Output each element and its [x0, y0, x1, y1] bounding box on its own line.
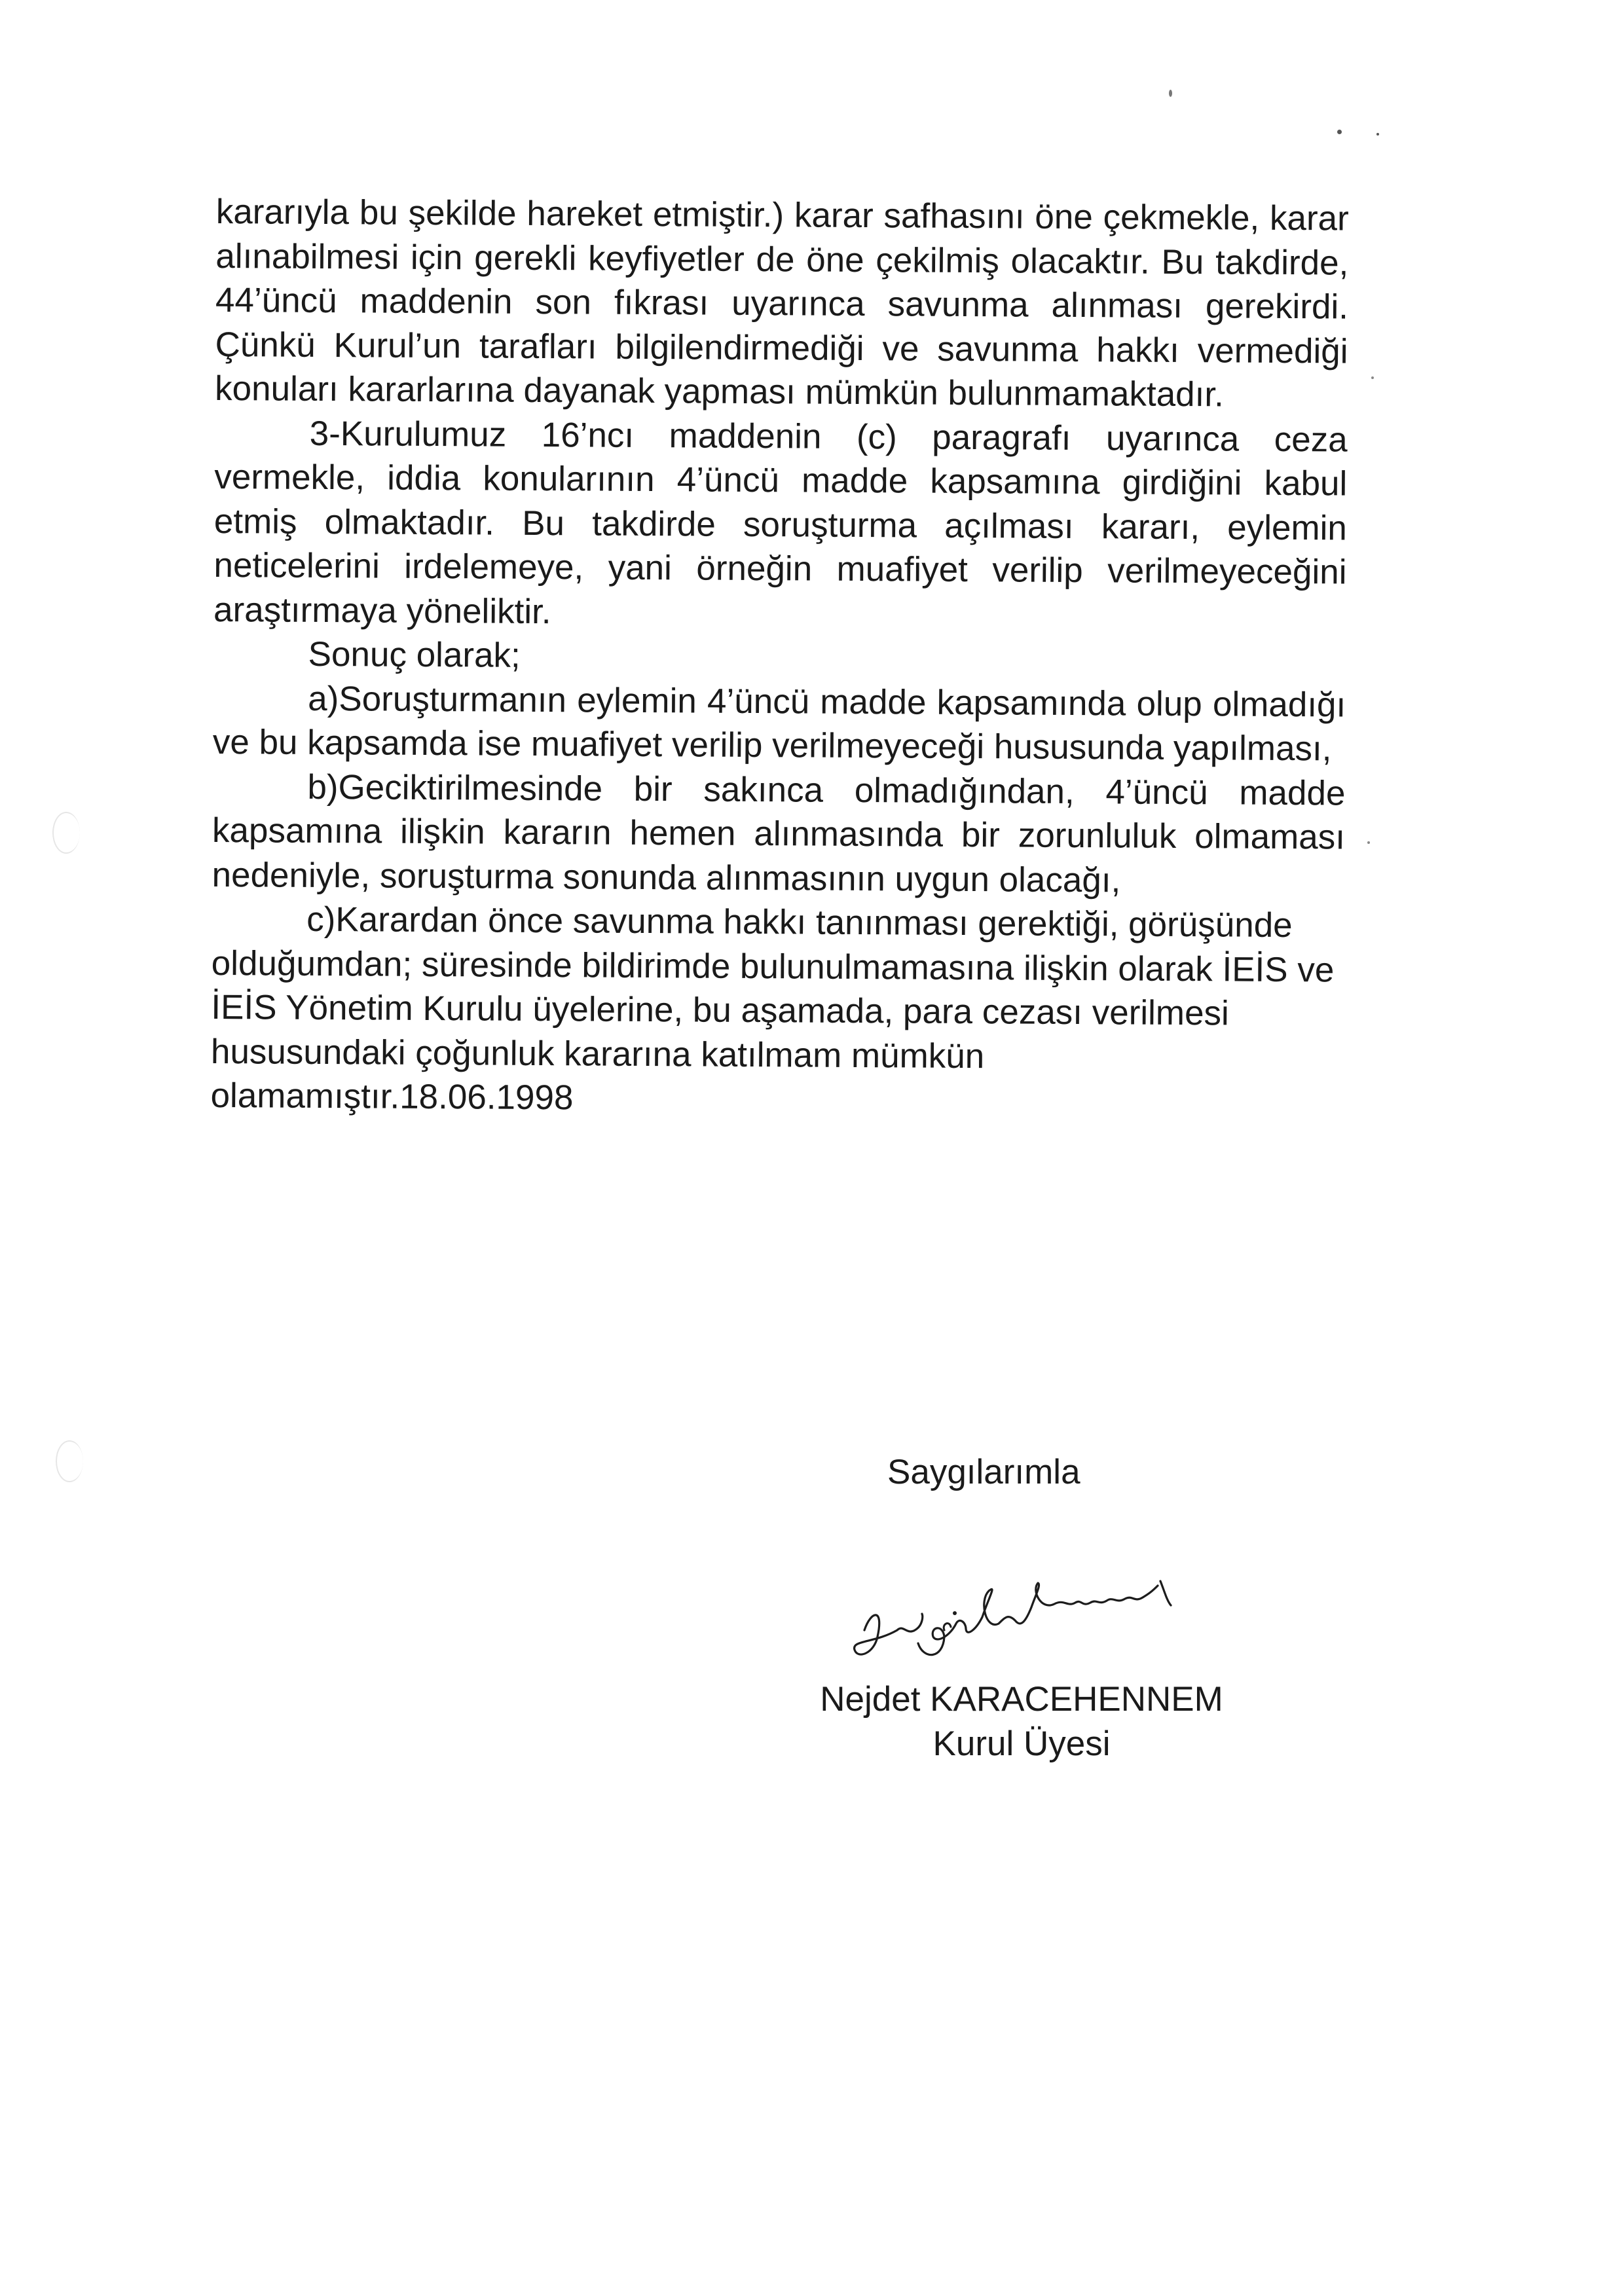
scan-margin-arc	[52, 812, 80, 854]
scan-speck	[1169, 90, 1172, 97]
paragraph-item-a: a)Soruşturmanın eylemin 4’üncü madde kapsamında olup olmadığı ve bu kapsamda ise muafiyet verilip verilmeyeceği hususunda yapılması,	[212, 679, 1346, 769]
scan-speck	[1367, 841, 1370, 844]
signer-title: Kurul Üyesi	[932, 1724, 1111, 1763]
closing-salutation: Saygılarımla	[887, 1453, 1080, 1491]
paragraph-conclusion-heading: Sonuç olarak;	[308, 634, 521, 675]
scan-margin-arc	[56, 1440, 83, 1482]
scan-speck	[1376, 133, 1379, 136]
paragraph-item-b: b)Geciktirilmesinde bir sakınca olmadığından, 4’üncü madde kapsamına ilişkin kararın hemen alınmasında bir zorunluluk olmaması nedeniyle, soruşturma sonunda alınmasının uygun olacağı,	[212, 767, 1346, 900]
signer-name: Nejdet KARACEHENNEM	[820, 1680, 1223, 1719]
signer-block	[792, 1677, 1251, 1766]
paragraph-item-c: c)Karardan önce savunma hakkı tanınması gerektiği, görüşünde olduğumdan; süresinde bildirimde bulunulmamasına ilişkin olarak İEİS ve İEİS Yönetim Kurulu üyelerine, bu aşamada, para cezası verilmesi hususundaki çoğunluk kararına katılmam mümkün olamamıştır.18.06.1998	[210, 900, 1335, 1118]
body-text	[210, 190, 1349, 1125]
handwritten-signature	[845, 1545, 1264, 1683]
paragraph-item-3: 3-Kurulumuz 16’ncı maddenin (c) paragrafı uyarınca ceza vermekle, iddia konularının 4’üncü madde kapsamına girdiğini kabul etmiş olmaktadır. Bu takdirde soruşturma açılması kararı, eylemin neticelerini irdelemeye, yani örneğin muafiyet verilip verilmeyeceğini araştırmaya yöneliktir.	[213, 414, 1348, 631]
scan-speck	[1337, 130, 1342, 134]
scan-speck	[1371, 376, 1374, 379]
paragraph-continuation: kararıyla bu şekilde hareket etmiştir.) karar safhasını öne çekmekle, karar alınabilmesi için gerekli keyfiyetler de öne çekilmiş olacaktır. Bu takdirde, 44’üncü maddenin son fıkrası uyarınca savunma alınması gerekirdi. Çünkü Kurul’un tarafları bilgilendirmediği ve savunma hakkı vermediği konuları kararlarına dayanak yapması mümkün bulunmamaktadır.	[214, 192, 1349, 414]
